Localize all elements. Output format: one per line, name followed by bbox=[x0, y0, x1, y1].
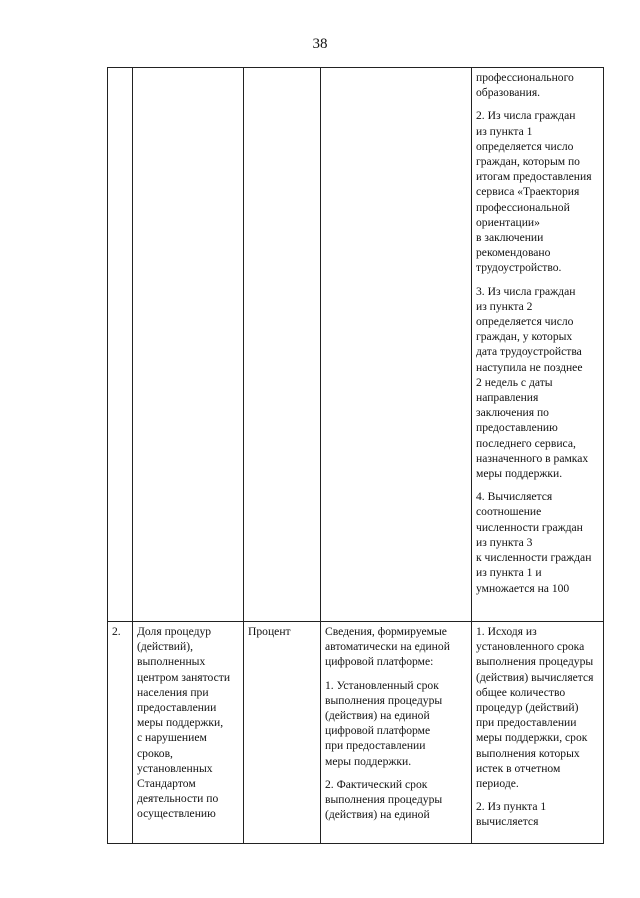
row-number-cell: 2. bbox=[108, 622, 133, 844]
sources-paragraph: Сведения, формируемые автоматически на единой цифровой платформе: bbox=[325, 625, 450, 669]
data-sources-cell bbox=[321, 68, 472, 622]
method-paragraph: 2. Из числа граждан из пункта 1 определяется число граждан, которым по итогам предоставления сервиса «Траектория профессиональной ориентации» в заключении рекомендовано трудоустройство. bbox=[476, 109, 592, 275]
indicator-name: Доля процедур (действий), выполненных центром занятости населения при предоставлении меры поддержки, с нарушением сроков, установленных Стандартом деятельности по осуществлению bbox=[137, 625, 231, 821]
data-sources-cell bbox=[321, 622, 472, 844]
indicator-name-cell bbox=[133, 622, 244, 844]
method-paragraph: профессионального образования. bbox=[476, 71, 574, 100]
sources-paragraph: 2. Фактический срок выполнения процедуры (действия) на единой bbox=[325, 777, 443, 822]
calculation-method-cell bbox=[472, 622, 604, 844]
unit-cell: Процент bbox=[244, 622, 321, 844]
sources-paragraph: 1. Установленный срок выполнения процедуры (действия) на единой цифровой платформе при предоставлении меры поддержки. bbox=[325, 678, 443, 768]
method-paragraph: 1. Исходя из установленного срока выполнения процедуры (действия) вычисляется общее количество процедур (действий) при предоставлении меры поддержки, срок выполнения которых истек в отчетном периоде. bbox=[476, 625, 594, 791]
method-paragraph: 4. Вычисляется соотношение численности граждан из пункта 3 к численности граждан из пункта 1 и умножается на 100 bbox=[476, 490, 592, 595]
unit-cell bbox=[244, 68, 321, 622]
indicator-name-cell bbox=[133, 68, 244, 622]
method-paragraph: 2. Из пункта 1 вычисляется bbox=[476, 800, 547, 829]
calculation-method-cell bbox=[472, 68, 604, 622]
table-row-continued bbox=[108, 68, 604, 622]
table-row-2 bbox=[108, 622, 604, 844]
row-number-cell bbox=[108, 68, 133, 622]
indicators-table bbox=[107, 67, 604, 844]
page-number: 38 bbox=[312, 36, 328, 52]
method-paragraph: 3. Из числа граждан из пункта 2 определяется число граждан, у которых дата трудоустройства наступила не позднее 2 недель с даты направления заключения по предоставлению последнего сервиса, назначенного в рамках меры поддержки. bbox=[476, 284, 589, 481]
